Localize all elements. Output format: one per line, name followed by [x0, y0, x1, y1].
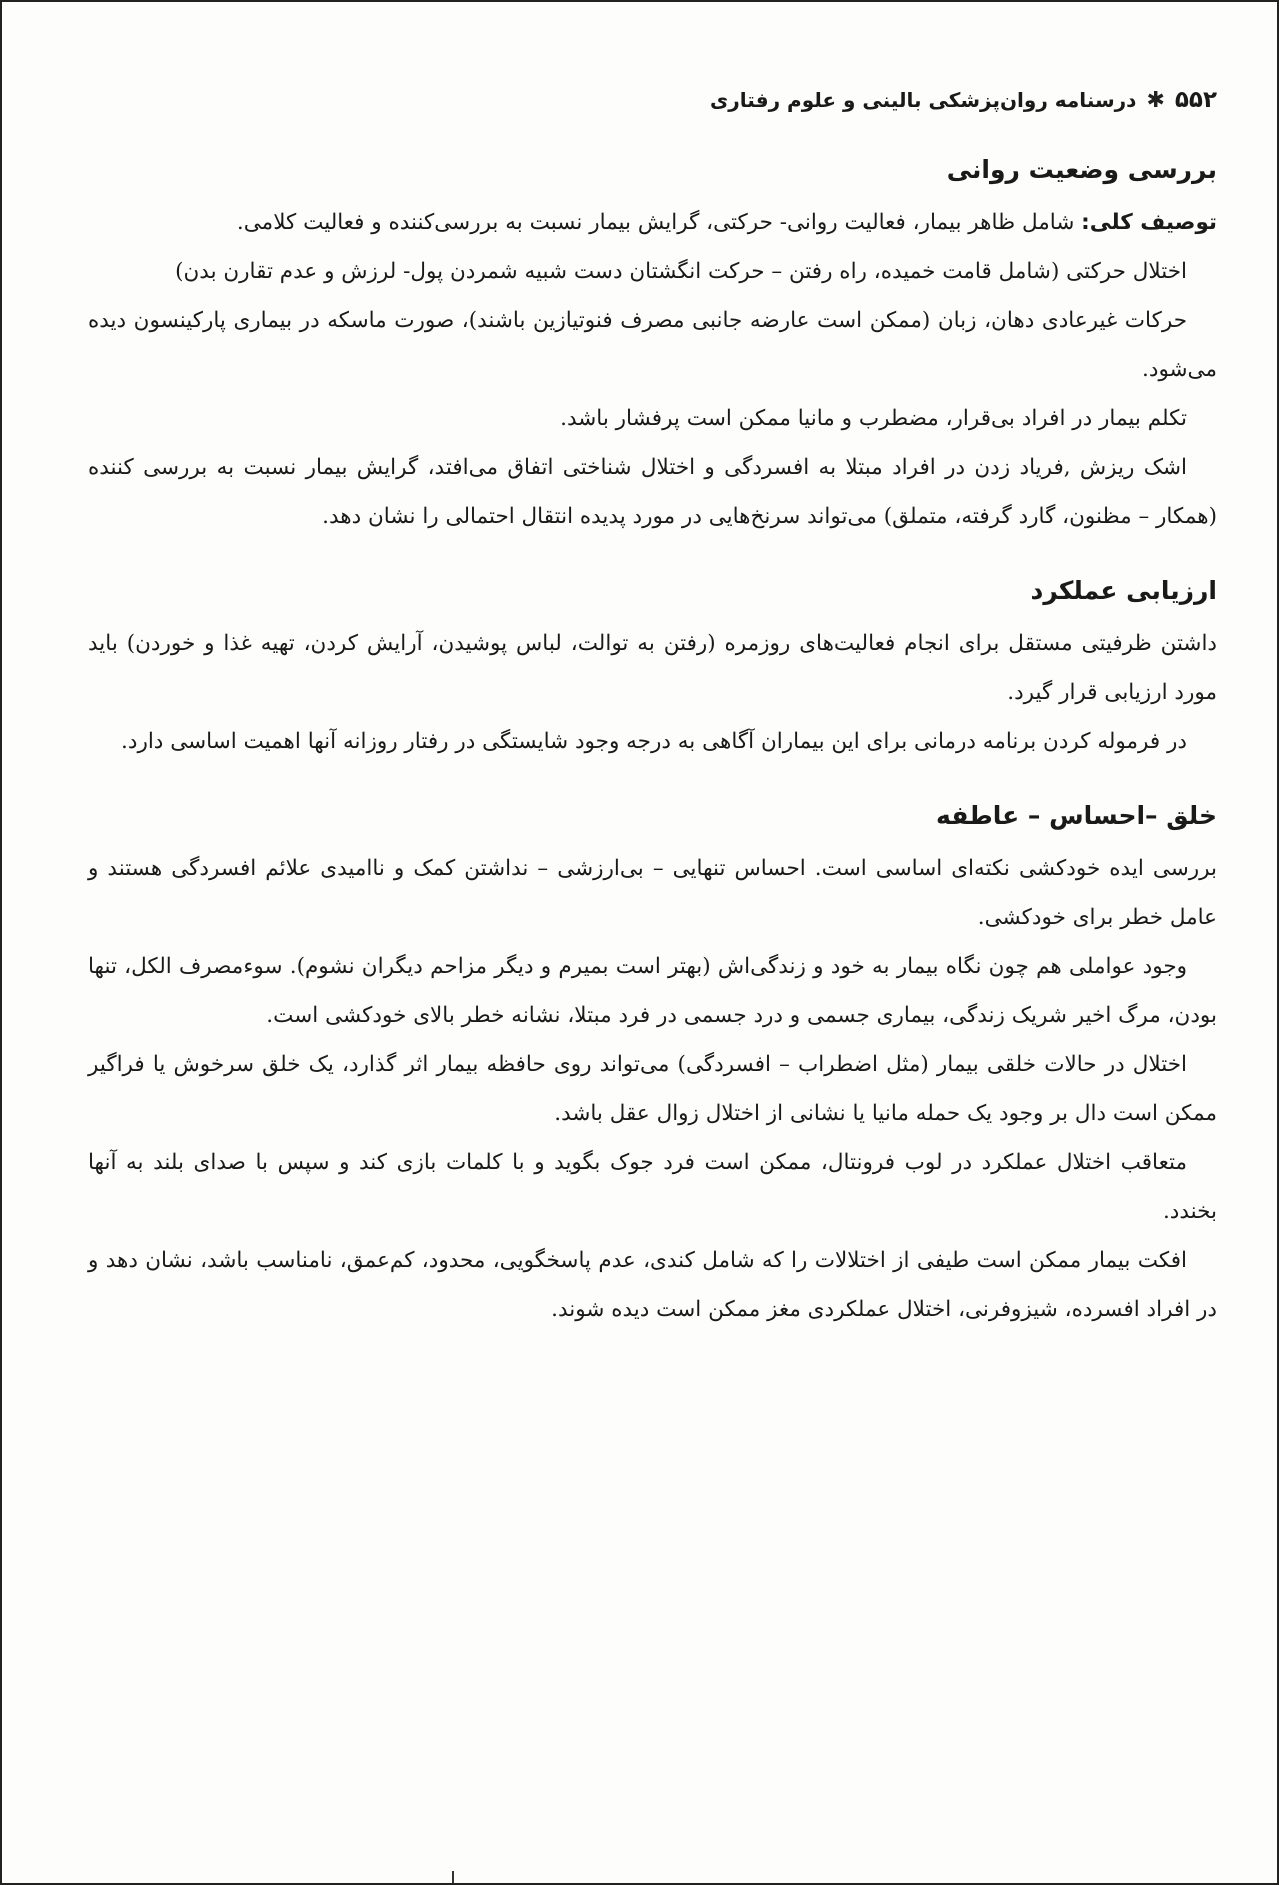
- section-functional-assessment: [88, 569, 1217, 766]
- page-number: ۵۵۲: [1174, 87, 1217, 113]
- paragraph: افکت بیمار ممکن است طیفی از اختلالات را که شامل کندی، عدم پاسخگویی، محدود، کم‌عمق، نامناسب باشد، نشان دهد و در افراد افسرده، شیزوفرنی، اختلال عملکردی مغز ممکن است دیده شوند.: [88, 1248, 1217, 1322]
- star-icon: ✱: [1146, 87, 1165, 113]
- paragraph: داشتن ظرفیتی مستقل برای انجام فعالیت‌های روزمره (رفتن به توالت، لباس پوشیدن، آرایش کردن، تهیه غذا و خوردن) باید مورد ارزیابی قرار گیرد.: [88, 631, 1217, 705]
- section-mood-affect: [88, 794, 1217, 1334]
- paragraph: اشک ریزش ,فریاد زدن در افراد مبتلا به افسردگی و اختلال شناختی اتفاق می‌افتد، گرایش بیمار نسبت به بررسی کننده (همکار – مظنون، گارد گرفته، متملق) می‌تواند سرنخ‌هایی در مورد پدیده انتقال احتمالی را نشان دهد.: [88, 455, 1217, 529]
- paragraph: [88, 198, 1217, 247]
- paragraph: متعاقب اختلال عملکرد در لوب فرونتال، ممکن است فرد جوک بگوید و با کلمات بازی کند و سپس با صدای بلند به آنها بخندد.: [88, 1150, 1217, 1224]
- paragraph: در فرموله کردن برنامه درمانی برای این بیماران آگاهی به درجه وجود شایستگی در رفتار روزانه آنها اهمیت اساسی دارد.: [121, 729, 1187, 754]
- page-content: [88, 80, 1217, 1334]
- paragraph: تکلم بیمار در افراد بی‌قرار، مضطرب و مانیا ممکن است پرفشار باشد.: [560, 406, 1187, 431]
- paragraph-text: شامل ظاهر بیمار، فعالیت روانی- حرکتی، گرایش بیمار نسبت به بررسی‌کننده و فعالیت کلامی.: [236, 210, 1082, 235]
- paragraph-label: توصیف کلی:: [1081, 210, 1217, 235]
- paragraph: اختلال در حالات خلقی بیمار (مثل اضطراب – افسردگی) می‌تواند روی حافظه بیمار اثر گذارد، یک خلق سرخوش یا فراگیر ممکن است دال بر وجود یک حمله مانیا یا نشانی از اختلال زوال عقل باشد.: [88, 1052, 1217, 1126]
- section-heading: خلق –احساس – عاطفه: [936, 801, 1217, 830]
- paragraph: وجود عواملی هم چون نگاه بیمار به خود و زندگی‌اش (بهتر است بمیرم و دیگر مزاحم دیگران نشوم). سوءمصرف الکل، تنها بودن، مرگ اخیر شریک زندگی، بیماری جسمی و درد جسمی در فرد مبتلا، نشانه خطر بالای خودکشی است.: [88, 954, 1217, 1028]
- section-heading: ارزیابی عملکرد: [1030, 576, 1217, 605]
- paragraph: اختلال حرکتی (شامل قامت خمیده، راه رفتن – حرکت انگشتان دست شبیه شمردن پول- لرزش و عدم تقارن بدن): [175, 259, 1187, 284]
- paragraph: بررسی ایده خودکشی نکته‌ای اساسی است. احساس تنهایی – بی‌ارزشی – نداشتن کمک و ناامیدی علائم افسردگی هستند و عامل خطر برای خودکشی.: [88, 856, 1217, 930]
- book-title: درسنامه روان‌پزشکی بالینی و علوم رفتاری: [709, 88, 1137, 112]
- section-mental-status: [88, 148, 1217, 541]
- running-head: [88, 80, 1217, 120]
- section-heading: بررسی وضعیت روانی: [946, 155, 1217, 184]
- scan-edge-mark: [452, 1871, 454, 1883]
- paragraph: حرکات غیرعادی دهان، زبان (ممکن است عارضه جانبی مصرف فنوتیازین باشند)، صورت ماسکه در بیماری پارکینسون دیده می‌شود.: [88, 308, 1217, 382]
